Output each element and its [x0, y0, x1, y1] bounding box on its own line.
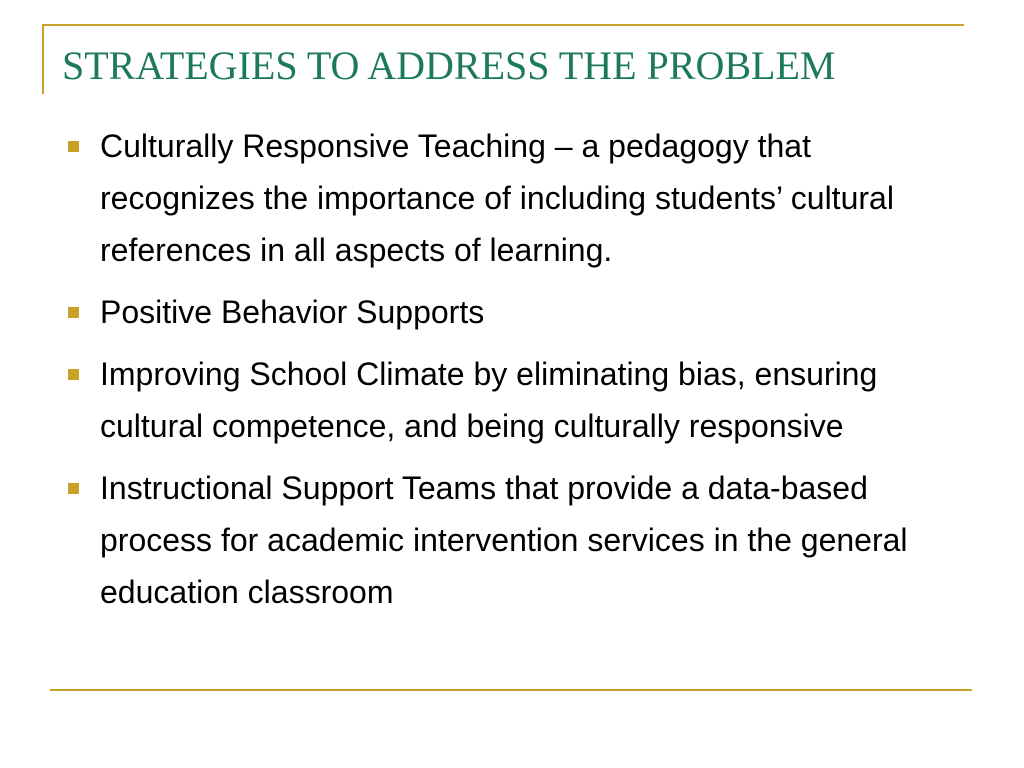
bottom-border-line	[50, 689, 972, 691]
bullet-text: Instructional Support Teams that provide a data-based process for academic intervention services in the general education classroom	[100, 470, 908, 610]
bullet-text: Positive Behavior Supports	[100, 294, 485, 330]
top-border-line	[42, 24, 964, 26]
square-bullet-icon	[68, 141, 79, 152]
bullet-text: Improving School Climate by eliminating bias, ensuring cultural competence, and being culturally responsive	[100, 356, 878, 444]
bullet-item-improving-school-climate	[62, 348, 972, 452]
bullet-text: Culturally Responsive Teaching – a pedagogy that recognizes the importance of including students’ cultural references in all aspects of learning.	[100, 128, 894, 268]
square-bullet-icon	[68, 369, 79, 380]
bullet-item-culturally-responsive-teaching	[62, 120, 972, 276]
square-bullet-icon	[68, 483, 79, 494]
bullet-item-positive-behavior-supports	[62, 286, 972, 338]
bullet-item-instructional-support-teams	[62, 462, 972, 618]
square-bullet-icon	[68, 307, 79, 318]
bullet-list	[62, 120, 972, 628]
slide-title: STRATEGIES TO ADDRESS THE PROBLEM	[62, 43, 836, 88]
left-border-line	[42, 24, 44, 94]
